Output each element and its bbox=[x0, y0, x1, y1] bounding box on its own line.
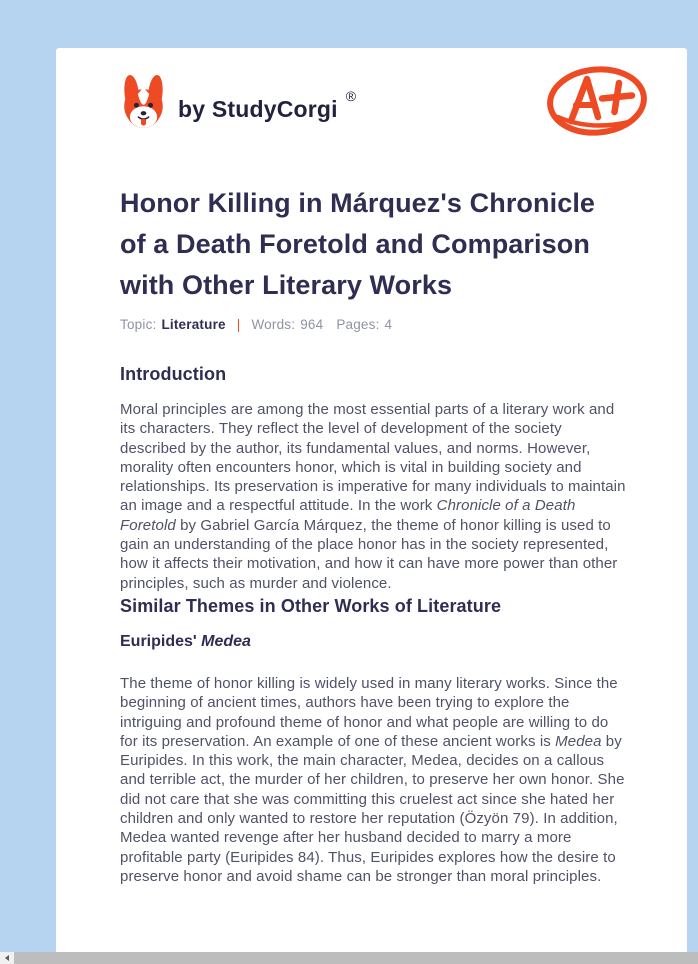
left-triangle-icon bbox=[5, 955, 9, 961]
pages-label: Pages: bbox=[336, 317, 380, 332]
section-heading: Introduction bbox=[120, 364, 227, 384]
article-body bbox=[120, 363, 630, 918]
corgi-logo-icon bbox=[120, 72, 167, 131]
card-header bbox=[56, 48, 687, 183]
studycorgi-brand[interactable] bbox=[120, 72, 356, 131]
words-label: Words: bbox=[251, 317, 296, 332]
meta-separator: | bbox=[236, 317, 241, 332]
article-content bbox=[56, 183, 687, 918]
section-heading: Euripides' Medea bbox=[120, 632, 251, 650]
horizontal-scrollbar[interactable] bbox=[0, 952, 698, 964]
paragraph: Moral principles are among the most essential parts of a literary work and its characters. They reflect the level of development of the society described by the author, its fundamental values, and norms. However, morality often encounters honor, which is vital in building society and relationships. Its preservation is imperative for many individuals to maintain an image and a respectful attitude. In the work Chronicle of a Death Foretold by Gabriel García Márquez, the theme of honor killing is used to gain an understanding of the place honor has in the society represented, how it affects their motivation, and how it can have more power than other principles, such as murder and violence. bbox=[120, 401, 626, 592]
section-heading: Similar Themes in Other Works of Literature bbox=[120, 595, 502, 616]
page-title: Honor Killing in Márquez's Chronicle of a Death Foretold and Comparison with Other Literary Works bbox=[120, 188, 596, 300]
topic-label: Topic: bbox=[120, 317, 157, 332]
brand-text: by StudyCorgi bbox=[178, 95, 338, 122]
words-value: 964 bbox=[300, 317, 324, 332]
article-meta bbox=[120, 317, 630, 332]
registered-trademark: ® bbox=[345, 88, 357, 104]
essay-card bbox=[56, 48, 687, 964]
topic-link[interactable]: Literature bbox=[161, 317, 226, 332]
pages-value: 4 bbox=[384, 317, 393, 332]
scroll-left-button[interactable] bbox=[0, 952, 14, 964]
a-plus-badge-icon bbox=[544, 64, 650, 138]
scrollbar-thumb[interactable] bbox=[14, 952, 698, 964]
paragraph: The theme of honor killing is widely used in many literary works. Since the beginning of ancient times, authors have been trying to explore the intriguing and profound theme of honor and what people are willing to do for its preservation. An example of one of these ancient works is Medea by Euripides. In this work, the main character, Medea, decides on a callous and terrible act, the murder of her children, to preserve her own honor. She did not care that she was committing this cruelest act since she hated her children and only wanted to restore her reputation (Özyön 79). In addition, Medea wanted revenge after her husband decided to marry a more profitable party (Euripides 84). Thus, Euripides explores how the desire to preserve honor and avoid shame can be stronger than moral principles. bbox=[120, 674, 625, 885]
